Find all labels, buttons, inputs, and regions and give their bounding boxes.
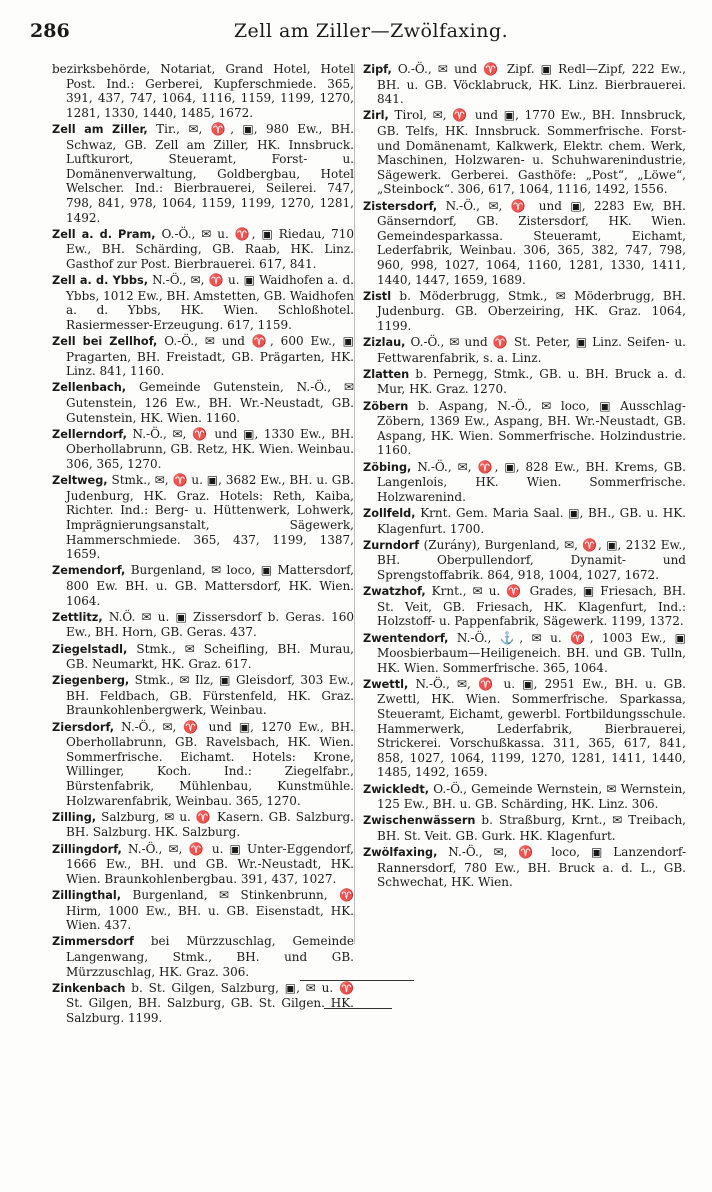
- entry-headword: Zeltweg,: [52, 474, 108, 488]
- gazetteer-entry: [363, 335, 686, 365]
- entry-text: N.-Ö., ⚓, ✉ u. ♈, 1003 Ew., ▣ Moosbierbaum—Heiligeneich. BH. und GB. Tulln, HK. Wien. Sommerfrische. 365, 1064.: [377, 630, 686, 675]
- entry-text: Stmk., ✉ Ilz, ▣ Gleisdorf, 303 Ew., BH. Feldbach, GB. Fürstenfeld, HK. Graz. Braunkohlenbergwerk, Weinbau.: [66, 673, 354, 718]
- gazetteer-entry: [363, 782, 686, 812]
- entry-headword: Zwölfaxing,: [363, 846, 438, 860]
- gazetteer-entry: [363, 199, 686, 288]
- entry-headword: Zlatten: [363, 367, 410, 381]
- gazetteer-entry: [52, 427, 354, 472]
- entry-headword: Ziegelstadl,: [52, 642, 128, 656]
- entry-headword: Zillingdorf,: [52, 842, 122, 856]
- entry-text: N.-Ö., ✉, ♈ u. ▣ Waidhofen a. d. Ybbs, 1012 Ew., BH. Amstetten, GB. Waidhofen a. d. Ybbs, HK. Wien. Schloßhotel. Rasiermesser-Erzeugung. 617, 1159.: [66, 273, 354, 332]
- entry-text: Krnt. Gem. Maria Saal. ▣, BH., GB. u. HK. Klagenfurt. 1700.: [377, 505, 686, 536]
- entry-headword: Zellenbach,: [52, 381, 127, 395]
- entry-text: Krnt., ✉ u. ♈ Grades, ▣ Friesach, BH. St. Veit, GB. Friesach, HK. Klagenfurt, Ind.: Holzstoff- u. Pappenfabrik, Sägewerk. 1199, 1372.: [377, 584, 686, 629]
- entry-headword: Zwentendorf,: [363, 631, 449, 645]
- entry-text: N.-Ö., ✉, ♈ loco, ▣ Lanzendorf-Rannersdorf, 780 Ew., BH. Bruck a. d. L., GB. Schwechat, HK. Wien.: [377, 845, 686, 890]
- gazetteer-entry: [52, 673, 354, 718]
- entry-headword: Zöbern: [363, 399, 409, 413]
- gazetteer-entry: [363, 460, 686, 505]
- entry-headword: Zwischenwässern: [363, 814, 476, 828]
- gazetteer-entry: [52, 227, 354, 272]
- gazetteer-entry: [363, 62, 686, 107]
- entry-text: b. St. Gilgen, Salzburg, ▣, ✉ u. ♈ St. Gilgen, BH. Salzburg, GB. St. Gilgen. HK. Salzburg. 1199.: [66, 980, 354, 1025]
- gazetteer-entry: [363, 677, 686, 780]
- entry-text: N.-Ö., ✉, ♈ und ▣, 2283 Ew, BH. Gänserndorf, GB. Zistersdorf, HK. Wien. Gemeindesparkassa. Steueramt, Eichamt, Lederfabrik, Weinbau. 306, 365, 382, 747, 798, 960, 998, 1027, 1064, 1160, 1281, 1330, 1411, 1440, 1447, 1659, 1689.: [377, 198, 686, 287]
- entry-text: Salzburg, ✉ u. ♈ Kasern. GB. Salzburg. BH. Salzburg. HK. Salzburg.: [66, 809, 354, 840]
- column-divider: [354, 64, 355, 944]
- entry-headword: Zwettl,: [363, 677, 409, 691]
- entry-text: O.-Ö., ✉ und ♈, 600 Ew., ▣ Pragarten, BH. Freistadt, GB. Prägarten, HK. Linz. 841, 1160.: [66, 334, 354, 379]
- entry-text: Stmk., ✉ Scheifling, BH. Murau, GB. Neumarkt, HK. Graz. 617.: [66, 641, 354, 672]
- left-column: [52, 62, 354, 1027]
- end-rule-long: [300, 980, 414, 981]
- entry-headword: Zipf,: [363, 63, 392, 76]
- gazetteer-entry: [363, 538, 686, 583]
- entry-text: N.-Ö., ✉, ♈ und ▣, 1270 Ew., BH. Oberhollabrunn, GB. Ravelsbach, HK. Wien. Sommerfrische. Eichamt. Hotels: Krone, Willinger, Koch. Ind.: Ziegelfabr., Bürstenfabrik, Mühlenbau, Kunstmühle. Holzwarenfabrik, Weinbau. 365, 1270.: [66, 719, 354, 808]
- entry-text: Stmk., ✉, ♈ u. ▣, 3682 Ew., BH. u. GB. Judenburg, HK. Graz. Hotels: Reth, Kaiba, Richter. Ind.: Berg- u. Hüttenwerk, Lohwerk, Imprägnierungsanstalt, Sägewerk, Hammerschmiede. 365, 437, 1199, 1387, 1659.: [66, 473, 354, 562]
- gazetteer-entry: [363, 506, 686, 536]
- entry-text: N.-Ö., ✉, ♈, ▣, 828 Ew., BH. Krems, GB. Langenlois, HK. Wien. Sommerfrische. Holzwarenind.: [377, 459, 686, 504]
- entry-text: O.-Ö., Gemeinde Wernstein, ✉ Wernstein, 125 Ew., BH. u. GB. Schärding, HK. Linz. 306.: [377, 781, 686, 812]
- entry-headword: Zinkenbach: [52, 981, 126, 995]
- entry-headword: Zell bei Zellhof,: [52, 335, 158, 349]
- gazetteer-entry: [363, 367, 686, 397]
- entry-text: N.Ö. ✉ u. ▣ Zissersdorf b. Geras. 160 Ew., BH. Horn, GB. Geras. 437.: [66, 609, 354, 640]
- gazetteer-entry: [363, 813, 686, 843]
- gazetteer-entry: [52, 810, 354, 840]
- end-rule-short: [324, 1008, 392, 1009]
- entry-text: Gemeinde Gutenstein, N.-Ö., ✉ Gutenstein, 126 Ew., BH. Wr.-Neustadt, GB. Gutenstein, HK. Wien. 1160.: [66, 380, 354, 425]
- gazetteer-entry: [52, 473, 354, 562]
- entry-headword: Zöbing,: [363, 460, 412, 474]
- gazetteer-entry: [52, 642, 354, 672]
- entry-text: O.-Ö., ✉ und ♈ St. Peter, ▣ Linz. Seifen- u. Fettwarenfabrik, s. a. Linz.: [377, 335, 686, 365]
- entry-headword: Zizlau,: [363, 336, 406, 350]
- entry-headword: Zimmersdorf: [52, 935, 134, 949]
- gazetteer-entry: [52, 62, 354, 120]
- entry-headword: Zettlitz,: [52, 610, 103, 624]
- gazetteer-entry: [52, 380, 354, 425]
- entry-headword: Zell a. d. Pram,: [52, 227, 156, 241]
- entry-text: Tir., ✉, ♈, ▣, 980 Ew., BH. Schwaz, GB. Zell am Ziller, HK. Innsbruck. Luftkurort, Steueramt, Forst- u. Domänenverwaltung, Goldbergbau, Hotel Welscher. Ind.: Bierbrauerei, Seilerei. 747, 798, 841, 978, 1064, 1159, 1199, 1270, 1281, 1492.: [66, 121, 354, 225]
- page-title: Zell am Ziller—Zwölfaxing.: [233, 20, 509, 42]
- entry-headword: Zell am Ziller,: [52, 122, 148, 136]
- gazetteer-entry: [52, 334, 354, 379]
- entry-text: N.-Ö., ✉, ♈ u. ▣ Unter-Eggendorf, 1666 Ew., BH. und GB. Wr.-Neustadt, HK. Wien. Braunkohlenbergbau. 391, 437, 1027.: [66, 841, 354, 886]
- entry-text: b. Straßburg, Krnt., ✉ Treibach, BH. St. Veit. GB. Gurk. HK. Klagenfurt.: [377, 813, 686, 843]
- entry-headword: Zemendorf,: [52, 564, 126, 578]
- gazetteer-entry: [52, 981, 354, 1026]
- entry-text: Tirol, ✉, ♈ und ▣, 1770 Ew., BH. Innsbruck, GB. Telfs, HK. Innsbruck. Sommerfrische. Forst- und Domänenamt, Kalkwerk, Elektr. chem. Werk, Maschinen, Holzwaren- u. Schuhwarenindustrie, Sägewerk. Gerberei. Gasthöfe: „Post“, „Löwe“, „Steinbock“. 306, 617, 1064, 1116, 1492, 1556.: [377, 108, 686, 197]
- page-number: 286: [30, 20, 70, 42]
- entry-headword: Zillingthal,: [52, 888, 122, 902]
- entry-headword: Zirl,: [363, 109, 389, 123]
- entry-headword: Zurndorf: [363, 538, 420, 552]
- entry-text: (Zurány), Burgenland, ✉, ♈, ▣, 2132 Ew., BH. Oberpullendorf, Dynamit- und Sprengstoffabrik. 864, 918, 1004, 1027, 1672.: [377, 537, 686, 582]
- gazetteer-entry: [52, 842, 354, 887]
- entry-text: bei Mürzzuschlag, Gemeinde Langenwang, Stmk., BH. und GB. Mürzzuschlag, HK. Graz. 306.: [66, 934, 354, 979]
- entry-headword: Zellerndorf,: [52, 427, 127, 441]
- gazetteer-entry: [52, 888, 354, 933]
- entry-headword: Ziegenberg,: [52, 674, 130, 688]
- entry-headword: Zollfeld,: [363, 506, 416, 520]
- gazetteer-entry: [52, 563, 354, 608]
- entry-headword: Zwickledt,: [363, 782, 430, 796]
- entry-text: Burgenland, ✉ loco, ▣ Mattersdorf, 800 Ew. BH. u. GB. Mattersdorf, HK. Wien. 1064.: [66, 563, 354, 608]
- entry-text: Burgenland, ✉ Stinkenbrunn, ♈ Hirm, 1000 Ew., BH. u. GB. Eisenstadt, HK. Wien. 437.: [66, 887, 354, 933]
- gazetteer-entry: [363, 845, 686, 890]
- gazetteer-entry: [363, 631, 686, 676]
- entry-text: O.-Ö., ✉ u. ♈, ▣ Riedau, 710 Ew., BH. Schärding, GB. Raab, HK. Linz. Gasthof zur Post. Bierbrauerei. 617, 841.: [66, 226, 354, 271]
- gazetteer-entry: [52, 122, 354, 225]
- right-column: [363, 62, 686, 892]
- entry-headword: Zwatzhof,: [363, 585, 426, 599]
- entry-text: O.-Ö., ✉ und ♈ Zipf. ▣ Redl—Zipf, 222 Ew., BH. u. GB. Vöcklabruck, HK. Linz. Bierbrauerei. 841.: [377, 62, 686, 107]
- entry-text: bezirksbehörde, Notariat, Grand Hotel, Hotel Post. Ind.: Gerberei, Kupferschmiede. 365, 391, 437, 747, 1064, 1116, 1159, 1199, 1270, 1281, 1330, 1440, 1485, 1672.: [52, 62, 354, 120]
- entry-text: N.-Ö., ✉, ♈ u. ▣, 2951 Ew., BH. u. GB. Zwettl, HK. Wien. Sommerfrische. Sparkassa, Steueramt, Eichamt, gewerbl. Fortbildungsschule. Hammerwerk, Lederfabrik, Bierbrauerei, Strickerei. Vorschußkassa. 311, 365, 617, 841, 858, 1027, 1064, 1199, 1270, 1281, 1411, 1440, 1485, 1492, 1659.: [377, 676, 686, 780]
- gazetteer-entry: [52, 934, 354, 979]
- gazetteer-entry: [52, 720, 354, 809]
- entry-text: b. Pernegg, Stmk., GB. u. BH. Bruck a. d. Mur, HK. Graz. 1270.: [377, 366, 686, 397]
- entry-headword: Zistersdorf,: [363, 199, 438, 213]
- entry-headword: Ziersdorf,: [52, 720, 115, 734]
- entry-text: b. Aspang, N.-Ö., ✉ loco, ▣ Ausschlag-Zöbern, 1369 Ew., Aspang, BH. Wr.-Neustadt, GB. Aspang, HK. Wien. Sommerfrische. Holzindustrie. 1160.: [377, 398, 686, 458]
- gazetteer-entry: [52, 610, 354, 640]
- gazetteer-entry: [363, 108, 686, 197]
- gazetteer-entry: [363, 289, 686, 334]
- gazetteer-entry: [52, 273, 354, 332]
- entry-text: N.-Ö., ✉, ♈ und ▣, 1330 Ew., BH. Oberhollabrunn, GB. Retz, HK. Wien. Weinbau. 306, 365, 1270.: [66, 426, 354, 471]
- entry-text: b. Möderbrugg, Stmk., ✉ Möderbrugg, BH. Judenburg. GB. Oberzeiring, HK. Graz. 1064, 1199.: [377, 288, 686, 333]
- entry-headword: Zistl: [363, 289, 392, 303]
- entry-headword: Zilling,: [52, 810, 97, 824]
- gazetteer-entry: [363, 584, 686, 629]
- gazetteer-entry: [363, 399, 686, 458]
- entry-headword: Zell a. d. Ybbs,: [52, 274, 148, 288]
